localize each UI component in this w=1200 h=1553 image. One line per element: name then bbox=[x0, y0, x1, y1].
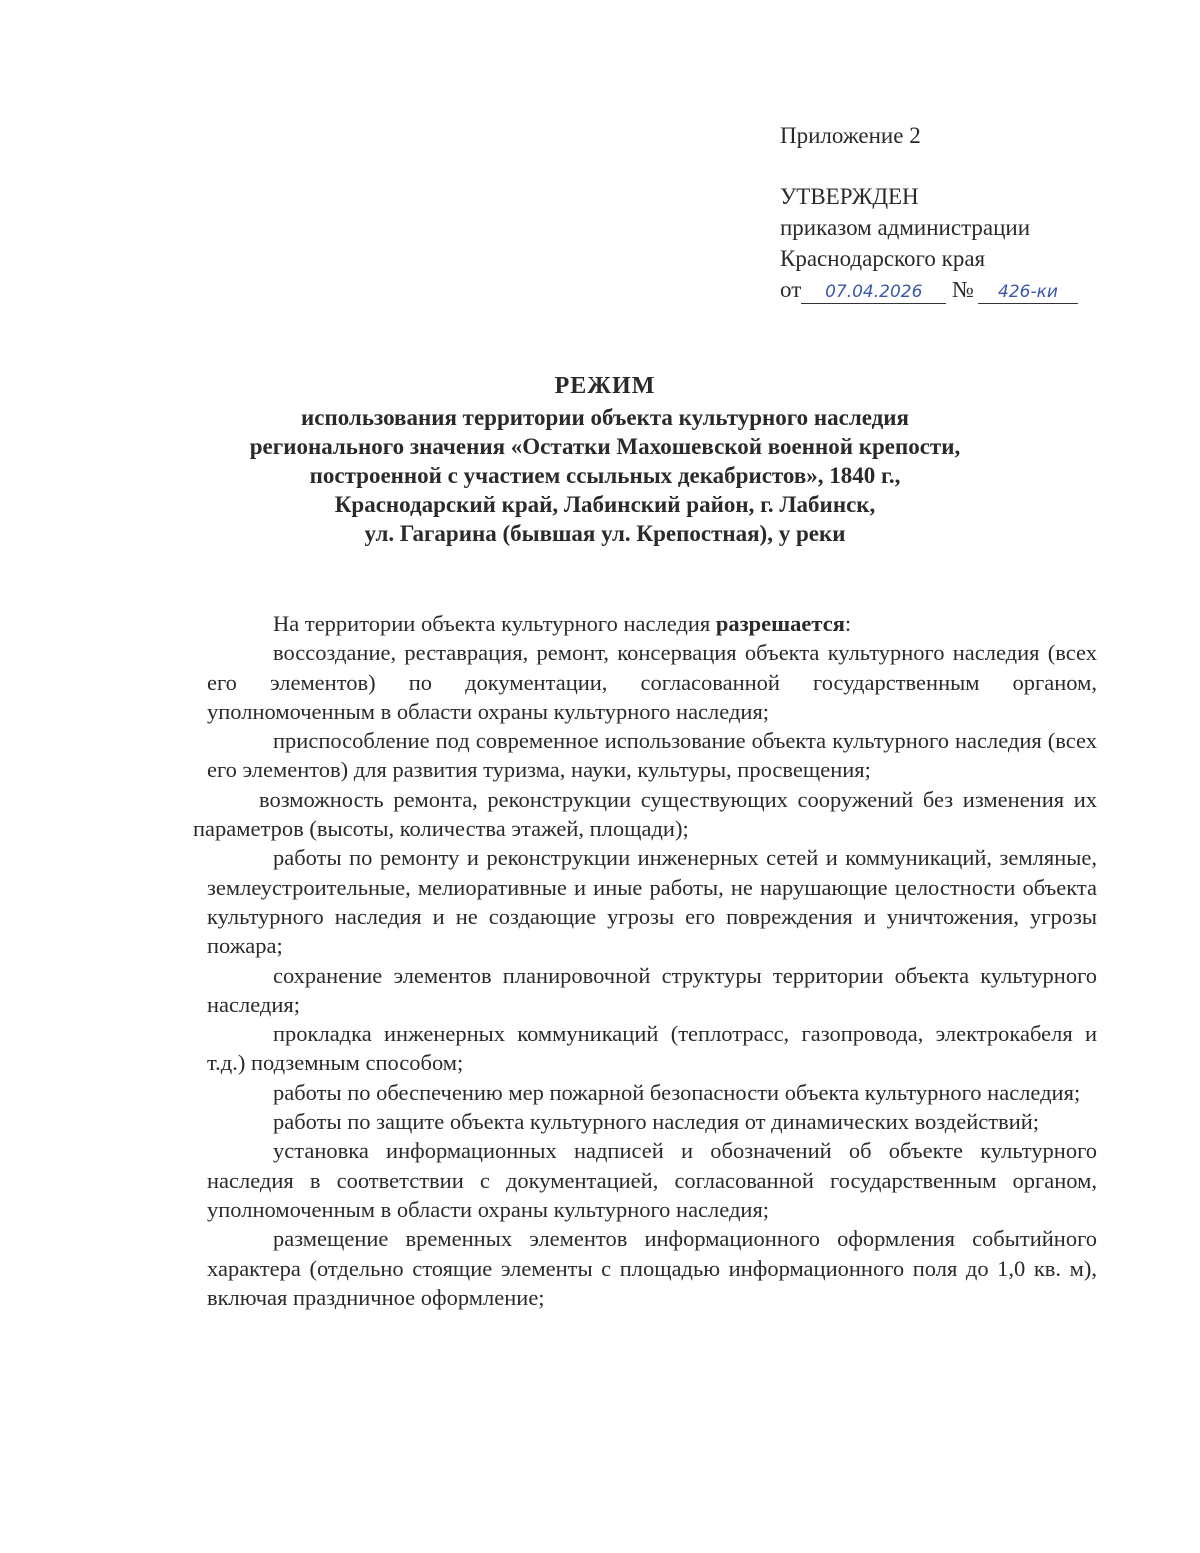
handwritten-number: 426-ки bbox=[978, 281, 1078, 304]
order-line: приказом администрации bbox=[780, 215, 1031, 240]
date-number-line bbox=[780, 274, 1078, 305]
intro-suffix: : bbox=[844, 611, 852, 636]
document-body bbox=[193, 609, 1097, 1312]
handwritten-date: 07.04.2026 bbox=[801, 281, 946, 304]
title-line: ул. Гагарина (бывшая ул. Крепостная), у реки bbox=[364, 521, 846, 546]
appendix-label: Приложение 2 bbox=[780, 123, 921, 148]
allowed-item: прокладка инженерных коммуникаций (теплотрасс, газопровода, электрокабеля и т.д.) подземным способом; bbox=[207, 1021, 1097, 1076]
intro-prefix: На территории объекта культурного наследия bbox=[273, 611, 711, 636]
document-title bbox=[150, 372, 1060, 548]
approved-label: УТВЕРЖДЕН bbox=[780, 184, 919, 209]
allowed-item: работы по обеспечению мер пожарной безопасности объекта культурного наследия; bbox=[273, 1079, 1081, 1105]
allowed-item: работы по защите объекта культурного наследия от динамических воздействий; bbox=[273, 1109, 1040, 1135]
title-line: использования территории объекта культурного наследия bbox=[301, 405, 909, 430]
intro-bold: разрешается bbox=[715, 611, 845, 636]
allowed-item: сохранение элементов планировочной структуры территории объекта культурного наследия; bbox=[207, 962, 1097, 1017]
intro-paragraph bbox=[207, 609, 1097, 638]
region-line: Краснодарского края bbox=[780, 246, 986, 271]
allowed-item: приспособление под современное использование объекта культурного наследия (всех его элементов) для развития туризма, науки, культуры, просвещения; bbox=[207, 728, 1097, 783]
title-line: Краснодарский край, Лабинский район, г. Лабинск, bbox=[334, 492, 876, 517]
title-line: регионального значения «Остатки Махошевской военной крепости, bbox=[249, 434, 961, 459]
allowed-item: работы по ремонту и реконструкции инженерных сетей и коммуникаций, земляные, землеустроительные, мелиоративные и иные работы, не нарушающие целостности объекта культурного наследия и не создающие угрозы его повреждения и уничтожения, угрозы пожара; bbox=[207, 845, 1097, 959]
title-line: построенной с участием ссыльных декабристов», 1840 г., bbox=[309, 463, 901, 488]
allowed-item: воссоздание, реставрация, ремонт, консервация объекта культурного наследия (всех его элементов) по документации, согласованной государственным органом, уполномоченным в области охраны культурного наследия; bbox=[207, 640, 1097, 724]
approval-block bbox=[780, 120, 1078, 305]
allowed-item: возможность ремонта, реконструкции существующих сооружений без изменения их параметров (высоты, количества этажей, площади); bbox=[193, 786, 1097, 842]
date-prefix: от bbox=[780, 277, 802, 302]
allowed-item: установка информационных надписей и обозначений об объекте культурного наследия в соответствии с документацией, согласованной государственным органом, уполномоченным в области охраны культурного наследия; bbox=[207, 1138, 1097, 1222]
number-prefix: № bbox=[952, 277, 974, 302]
title-main: РЕЖИМ bbox=[554, 373, 656, 399]
allowed-item: размещение временных элементов информационного оформления событийного характера (отдельно стоящие элементы с площадью информационного поля до 1,0 кв. м), включая праздничное оформление; bbox=[207, 1226, 1097, 1310]
